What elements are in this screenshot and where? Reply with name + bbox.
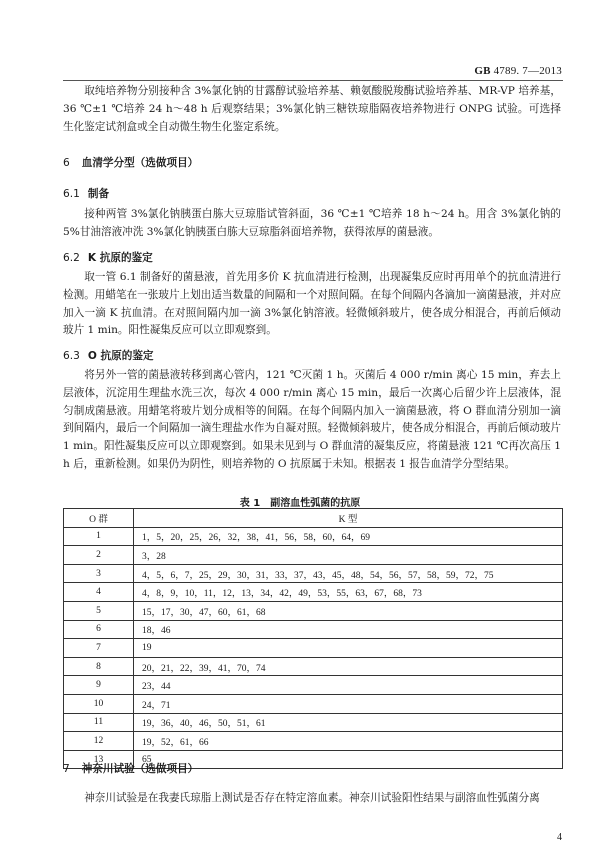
k-type-cell: 19 <box>134 639 563 658</box>
table-1-caption: 表 1 副溶血性弧菌的抗原 <box>239 498 361 509</box>
table-row <box>64 657 563 676</box>
table-header-row <box>64 509 563 528</box>
section-6-3-heading <box>63 348 154 363</box>
section-number: 6.3 <box>63 350 80 362</box>
table-row <box>64 694 563 713</box>
section-title: 神奈川试验（选做项目） <box>81 763 199 775</box>
intro-paragraph: 取纯培养物分别接种含 3%氯化钠的甘露醇试验培养基、赖氨酸脱羧酶试验培养基、MR-VP 培养基，36 ℃±1 ℃培养 24 h～48 h 后观察结果；3%氯化钠三糖铁琼脂隔夜培养物进行 ONPG 试验。可选择生化鉴定试剂盒或全自动微生物生化鉴定系统。 <box>63 85 561 133</box>
o-group-cell: 2 <box>64 546 134 565</box>
header-rule <box>63 80 563 81</box>
section-7-heading <box>63 761 198 776</box>
k-type-cell: 4，5，6，7，25，29，30，31，33，37，43，45，48，54，56，57，58，59，72，75 <box>134 564 563 583</box>
section-6-2-paragraph: 取一管 6.1 制备好的菌悬液，首先用多价 K 抗血清进行检测，出现凝集反应时再用单个的抗血清进行检测。用蜡笔在一张玻片上划出适当数量的间隔和一个对照间隔。在每个间隔内各滴加一滴菌悬液，并对应加入一滴 K 抗血清。在对照间隔内加一滴 3%氯化钠溶液。轻微倾斜玻片，使各成分相混合，再前后倾动玻片 1 min。阳性凝集反应可以立即观察到。 <box>63 271 561 337</box>
o-group-cell: 6 <box>64 620 134 639</box>
o-group-cell: 1 <box>64 527 134 546</box>
table-row <box>64 564 563 583</box>
section-6-2-heading <box>63 250 153 265</box>
table-row <box>64 546 563 565</box>
k-type-cell: 65 <box>134 750 563 769</box>
section-number: 6 <box>63 157 70 169</box>
section-title: 血清学分型（选做项目） <box>81 157 199 169</box>
table-row <box>64 732 563 751</box>
table-row <box>64 527 563 546</box>
o-group-cell: 3 <box>64 564 134 583</box>
section-6-1-paragraph: 接种两管 3%氯化钠胰蛋白胨大豆琼脂试管斜面，36 ℃±1 ℃培养 18 h～24 h。用含 3%氯化钠的 5%甘油溶液冲洗 3%氯化钠胰蛋白胨大豆琼脂斜面培养物，获得浓厚的菌悬液。 <box>63 208 561 238</box>
section-number: 7 <box>63 763 70 775</box>
table-row <box>64 583 563 602</box>
k-type-cell: 4，8，9，10，11，12，13，34，42，49，53，55，63，67，68，73 <box>134 583 563 602</box>
k-type-cell: 15，17，30，47，60，61，68 <box>134 601 563 620</box>
page-number: 4 <box>557 832 562 843</box>
o-group-cell: 7 <box>64 639 134 658</box>
k-type-cell: 19，52，61，66 <box>134 732 563 751</box>
section-title: 制备 <box>87 188 110 200</box>
section-7-paragraph: 神奈川试验是在我妻氏琼脂上测试是否存在特定溶血素。神奈川试验阳性结果与副溶血性弧菌分离 <box>84 792 540 804</box>
section-title: K 抗原的鉴定 <box>87 252 153 264</box>
k-type-cell: 19，36，40，46，50，51，61 <box>134 713 563 732</box>
o-group-cell: 4 <box>64 583 134 602</box>
antigen-table <box>63 508 563 769</box>
k-type-cell: 23，44 <box>134 676 563 695</box>
k-type-cell: 3，28 <box>134 546 563 565</box>
section-6-heading <box>63 155 198 170</box>
column-header-o-group: O 群 <box>64 509 134 528</box>
o-group-cell: 10 <box>64 694 134 713</box>
o-group-cell: 12 <box>64 732 134 751</box>
standard-number-header: GB 4789. 7—2013 <box>474 65 562 77</box>
o-group-cell: 8 <box>64 657 134 676</box>
k-type-cell: 24，71 <box>134 694 563 713</box>
k-type-cell: 18，46 <box>134 620 563 639</box>
table-row <box>64 601 563 620</box>
section-number: 6.2 <box>63 252 80 264</box>
table-row <box>64 713 563 732</box>
o-group-cell: 11 <box>64 713 134 732</box>
table-row <box>64 676 563 695</box>
section-6-1-heading <box>63 186 109 201</box>
section-6-3-paragraph: 将另外一管的菌悬液转移到离心管内，121 ℃灭菌 1 h。灭菌后 4 000 r/min 离心 15 min，弃去上层液体，沉淀用生理盐水洗三次，每次 4 000 r/min 离心 15 min，最后一次离心后留少许上层液体，混匀制成菌悬液。用蜡笔将玻片划分成相等的间隔。在每个间隔内加入一滴菌悬液，将 O 群血清分别加一滴到间隔内，最后一个间隔加一滴生理盐水作为自凝对照。轻微倾斜玻片，使各成分相混合，再前后倾动玻片 1 min。阳性凝集反应可以立即观察到。如果未见到与 O 群血清的凝集反应，将菌悬液 121 ℃再次高压 1 h 后，重新检测。如果仍为阴性，则培养物的 O 抗原属于未知。根据表 1 报告血清学分型结果。 <box>63 369 561 470</box>
o-group-cell: 9 <box>64 676 134 695</box>
section-number: 6.1 <box>63 188 80 200</box>
table-row <box>64 620 563 639</box>
section-title: O 抗原的鉴定 <box>87 350 154 362</box>
table-row <box>64 639 563 658</box>
k-type-cell: 20，21，22，39，41，70，74 <box>134 657 563 676</box>
o-group-cell: 5 <box>64 601 134 620</box>
k-type-cell: 1，5，20，25，26，32，38，41，56，58，60，64，69 <box>134 527 563 546</box>
o-group-cell: 13 <box>64 750 134 769</box>
column-header-k-type: K 型 <box>134 509 563 528</box>
